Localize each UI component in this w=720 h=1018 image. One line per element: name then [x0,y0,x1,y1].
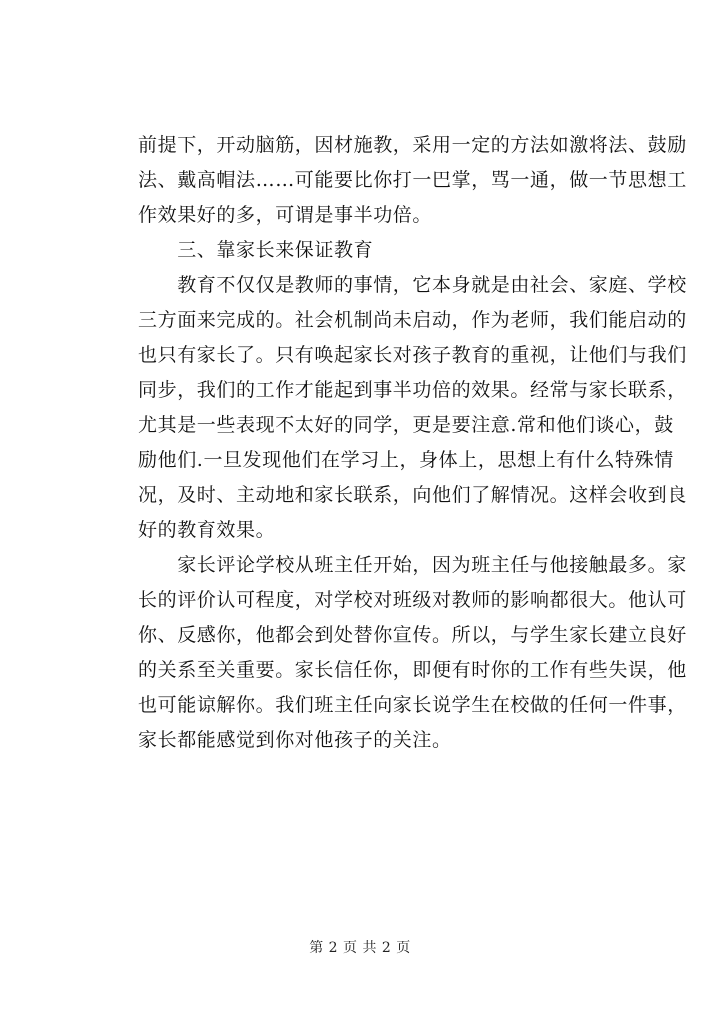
section-heading: 三、靠家长来保证教育 [138,239,374,261]
text-line: 教育不仅仅是教师的事情，它本身就是由社会、家庭、学校 [138,274,687,296]
text-line: 的关系至关重要。家长信任你，即便有时你的工作有些失误，他 [138,659,687,681]
text-line: 长的评价认可程度，对学校对班级对教师的影响都很大。他认可 [138,589,687,611]
text-line: 你、反感你，他都会到处替你宣传。所以，与学生家长建立良好 [138,624,687,646]
paragraph-parent-evaluation [138,548,687,758]
document-body [138,128,687,758]
text-line: 好的教育效果。 [138,519,276,541]
text-line: 法、戴高帽法……可能要比你打一巴掌，骂一通，做一节思想工 [138,169,687,191]
text-line: 励他们.一旦发现他们在学习上，身体上，思想上有什么特殊情 [138,449,674,471]
paragraph-parent-communication [138,268,687,548]
text-line: 也只有家长了。只有唤起家长对孩子教育的重视，让他们与我们 [138,344,687,366]
text-line: 况，及时、主动地和家长联系，向他们了解情况。这样会收到良 [138,484,687,506]
text-line: 作效果好的多，可谓是事半功倍。 [138,204,433,226]
text-line: 家长评论学校从班主任开始，因为班主任与他接触最多。家 [138,554,687,576]
page-footer [0,937,720,957]
page-number-label: 第 2 页 共 2 页 [309,940,411,956]
intro-paragraph [138,128,687,233]
text-line: 家长都能感觉到你对他孩子的关注。 [138,729,452,751]
text-line: 前提下，开动脑筋，因材施教，采用一定的方法如激将法、鼓励 [138,134,687,156]
text-line: 尤其是一些表现不太好的同学，更是要注意.常和他们谈心，鼓 [138,414,674,436]
text-line: 同步，我们的工作才能起到事半功倍的效果。经常与家长联系， [138,379,687,401]
text-line: 也可能谅解你。我们班主任向家长说学生在校做的任何一件事， [138,694,687,716]
text-line: 三方面来完成的。社会机制尚未启动，作为老师，我们能启动的 [138,309,687,331]
